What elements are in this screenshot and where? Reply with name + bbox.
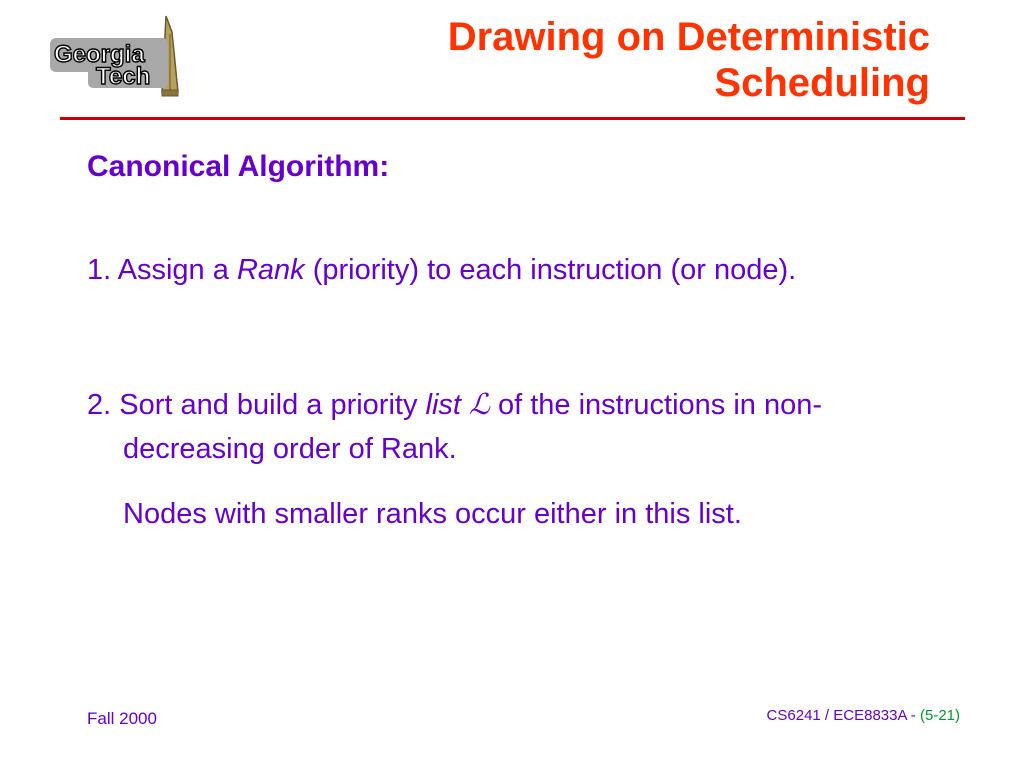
step-2 xyxy=(87,382,923,471)
georgia-tech-logo-graphic xyxy=(44,12,194,98)
slide-title xyxy=(290,14,930,106)
footer-date: Fall 2000 xyxy=(87,709,157,728)
logo-line1: Georgia xyxy=(54,41,145,68)
slide-title-line1: Drawing on Deterministic xyxy=(447,15,930,59)
step-2-note: Nodes with smaller ranks occur either in this list. xyxy=(123,498,742,530)
list-symbol: ℒ xyxy=(469,387,490,421)
step-1-prefix: 1. Assign a xyxy=(87,254,237,286)
georgia-tech-logo xyxy=(44,12,194,98)
footer-page-number: (5-21) xyxy=(919,707,960,724)
step-2-prefix: 2. Sort and build a priority xyxy=(87,389,426,421)
footer-course-code: CS6241 / ECE8833A - xyxy=(766,707,920,724)
title-divider xyxy=(60,117,965,120)
footer-course xyxy=(767,707,960,724)
step-1 xyxy=(87,248,923,292)
step-2-text: of the instructions in non-decreasing order of Rank. xyxy=(123,389,822,465)
logo-line2: Tech xyxy=(96,63,151,90)
slide-title-line2: Scheduling xyxy=(714,61,930,105)
step-2-emphasis: list xyxy=(425,389,461,421)
step-1-emphasis: Rank xyxy=(236,254,305,286)
step-1-text: (priority) to each instruction (or node). xyxy=(304,254,797,286)
section-heading: Canonical Algorithm: xyxy=(87,150,390,183)
